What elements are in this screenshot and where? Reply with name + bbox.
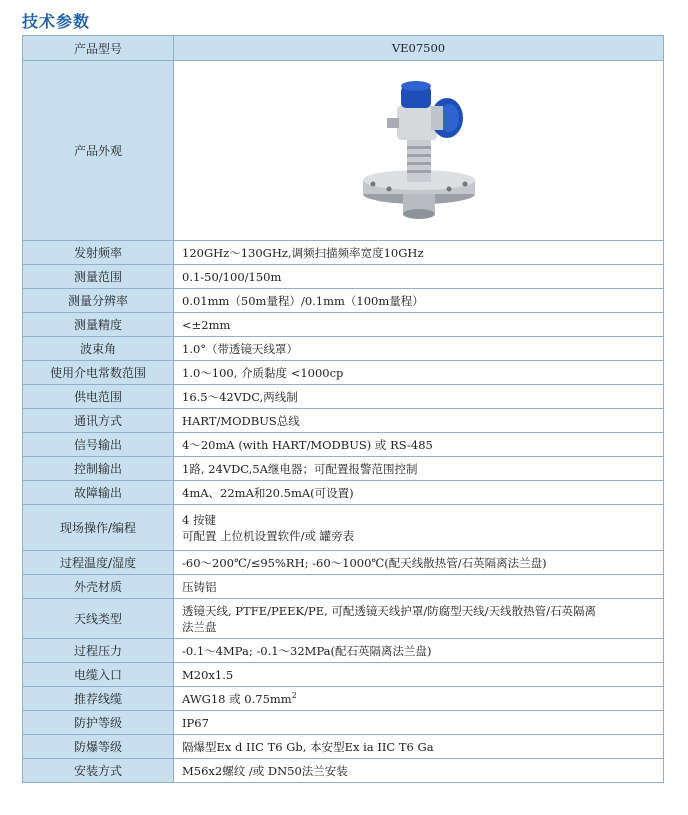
row-value	[174, 711, 664, 735]
row-value	[174, 409, 664, 433]
row-value	[174, 505, 664, 551]
row-value	[174, 433, 664, 457]
row-value	[174, 687, 664, 711]
row-label: 天线类型	[23, 599, 174, 639]
row-value	[174, 575, 664, 599]
table-row	[23, 687, 664, 711]
table-row	[23, 639, 664, 663]
table-row	[23, 551, 664, 575]
table-row	[23, 241, 664, 265]
row-value-superscript: 2	[291, 690, 297, 700]
row-label: 推荐线缆	[23, 687, 174, 711]
table-row	[23, 735, 664, 759]
row-label: 测量分辨率	[23, 289, 174, 313]
row-label: 测量精度	[23, 313, 174, 337]
row-value: VE07500	[174, 36, 664, 61]
row-value-text: 隔爆型Ex d IIC T6 Gb, 本安型Ex ia IIC T6 Ga	[182, 739, 434, 754]
row-value	[174, 385, 664, 409]
row-value	[174, 457, 664, 481]
radar-level-gauge-image	[359, 76, 479, 226]
row-label: 信号输出	[23, 433, 174, 457]
row-value-text: 1.0°（带透镜天线罩）	[182, 341, 299, 356]
row-value-text: IP67	[182, 715, 209, 730]
table-row	[23, 599, 664, 639]
row-value	[174, 639, 664, 663]
row-value	[174, 361, 664, 385]
row-label: 控制输出	[23, 457, 174, 481]
row-value-text: 16.5～42VDC,两线制	[182, 389, 298, 404]
table-row	[23, 433, 664, 457]
row-label: 故障输出	[23, 481, 174, 505]
table-row-model	[23, 36, 664, 61]
row-value-text: 1.0～100, 介质黏度 <1000cp	[182, 365, 344, 380]
row-value	[174, 599, 664, 639]
row-value-text: 4 按键	[182, 512, 216, 527]
row-value-text: AWG18 或 0.75mm	[182, 691, 292, 706]
row-label: 波束角	[23, 337, 174, 361]
row-label: 过程压力	[23, 639, 174, 663]
row-value	[174, 289, 664, 313]
row-value-text: M56x2螺纹 /或 DN50法兰安装	[182, 763, 348, 778]
row-value-text: M20x1.5	[182, 667, 234, 682]
row-value-text: 4～20mA (with HART/MODBUS) 或 RS-485	[182, 437, 433, 452]
table-row	[23, 505, 664, 551]
table-row	[23, 313, 664, 337]
row-value-text: HART/MODBUS总线	[182, 413, 300, 428]
row-value-text: 120GHz～130GHz,调频扫描频率宽度10GHz	[182, 245, 424, 260]
table-row	[23, 385, 664, 409]
row-label: 产品型号	[23, 36, 174, 61]
table-row	[23, 481, 664, 505]
table-row	[23, 409, 664, 433]
row-label: 通讯方式	[23, 409, 174, 433]
row-label: 外壳材质	[23, 575, 174, 599]
table-row	[23, 759, 664, 783]
row-value	[174, 265, 664, 289]
row-label: 防爆等级	[23, 735, 174, 759]
table-row	[23, 457, 664, 481]
row-value	[174, 735, 664, 759]
row-value	[174, 241, 664, 265]
row-label: 测量范围	[23, 265, 174, 289]
row-value-text: -0.1～4MPa; -0.1～32MPa(配石英隔离法兰盘)	[182, 643, 432, 658]
product-image-cell	[174, 61, 664, 241]
row-value-text-line2: 法兰盘	[182, 619, 217, 634]
row-label: 发射频率	[23, 241, 174, 265]
table-row	[23, 663, 664, 687]
row-label: 使用介电常数范围	[23, 361, 174, 385]
row-value-text: 压铸铝	[182, 579, 217, 594]
row-label: 防护等级	[23, 711, 174, 735]
row-value-text: 1路, 24VDC,5A继电器；可配置报警范围控制	[182, 461, 418, 476]
row-value-text: 0.01mm（50m量程）/0.1mm（100m量程）	[182, 293, 424, 308]
row-value-text: <±2mm	[182, 317, 231, 332]
table-row	[23, 575, 664, 599]
row-value-text: 4mA、22mA和20.5mA(可设置)	[182, 485, 354, 500]
row-label: 现场操作/编程	[23, 505, 174, 551]
row-value	[174, 663, 664, 687]
row-label: 过程温度/湿度	[23, 551, 174, 575]
row-value	[174, 337, 664, 361]
row-value-text: 透镜天线, PTFE/PEEK/PE, 可配透镜天线护罩/防腐型天线/天线散热管/石英隔离	[182, 603, 597, 618]
row-value	[174, 313, 664, 337]
row-label: 供电范围	[23, 385, 174, 409]
row-value	[174, 759, 664, 783]
row-label: 安装方式	[23, 759, 174, 783]
row-value-text-line2: 可配置 上位机设置软件/或 罐旁表	[182, 528, 355, 543]
row-value	[174, 551, 664, 575]
row-label: 产品外观	[23, 61, 174, 241]
spec-table	[22, 35, 664, 783]
table-row	[23, 265, 664, 289]
section-title: 技术参数	[22, 12, 91, 31]
table-row-appearance	[23, 61, 664, 241]
row-value-text: 0.1-50/100/150m	[182, 269, 282, 284]
table-row	[23, 711, 664, 735]
row-value-text: -60～200℃/≤95%RH; -60～1000℃(配天线散热管/石英隔离法兰盘)	[182, 555, 547, 570]
row-label: 电缆入口	[23, 663, 174, 687]
table-row	[23, 361, 664, 385]
row-value	[174, 481, 664, 505]
table-row	[23, 289, 664, 313]
table-row	[23, 337, 664, 361]
